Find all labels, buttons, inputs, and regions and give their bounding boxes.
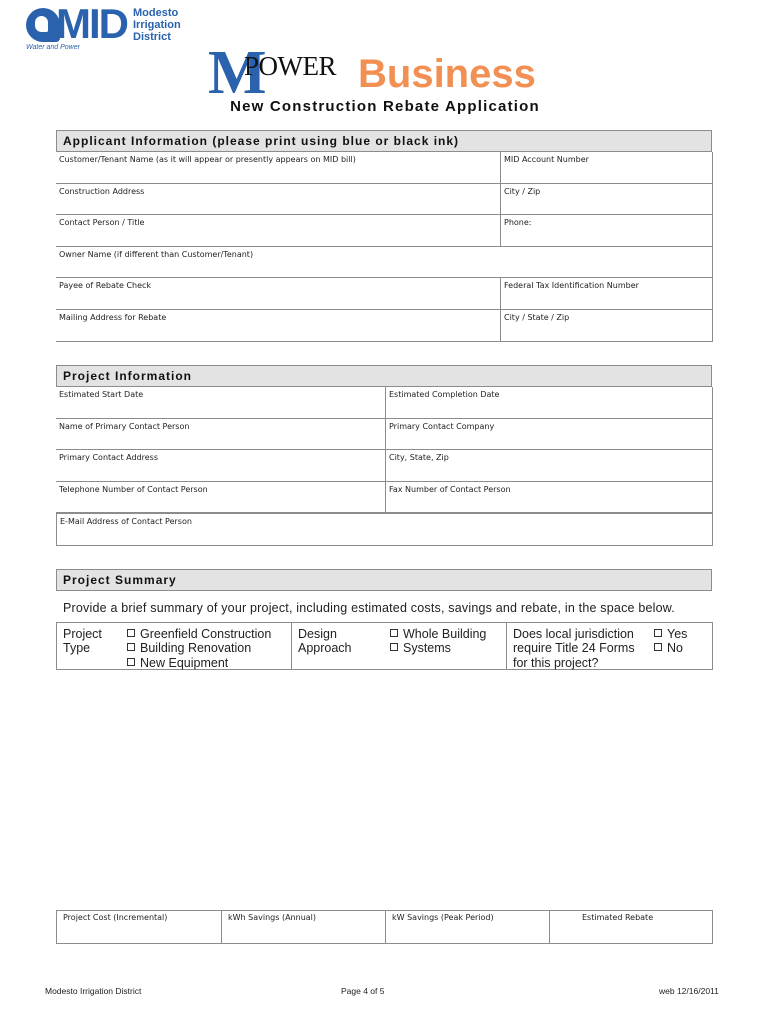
contact-telephone-field[interactable]: Telephone Number of Contact Person [59,484,208,494]
summary-section-header: Project Summary [56,569,712,591]
project-type-options [121,623,291,669]
summary-options-table [56,622,713,670]
primary-contact-name-field[interactable]: Name of Primary Contact Person [59,421,190,431]
form-row [56,513,713,546]
design-approach-label: Design Approach [291,623,384,669]
form-row [56,310,713,342]
project-cost-field[interactable]: Project Cost (Incremental) [63,913,168,922]
mid-logo [26,0,196,54]
primary-contact-company-field[interactable]: Primary Contact Company [385,419,713,450]
mpower-power-text: POWER [244,51,336,81]
payee-field[interactable]: Payee of Rebate Check [59,281,152,291]
project-type-label: Project Type [63,627,102,656]
applicant-form [56,152,713,342]
checkbox-renovation[interactable]: Building Renovation [127,641,285,655]
footer-version-date: web 12/16/2011 [659,986,719,996]
phone-field[interactable]: Phone: [500,215,713,246]
form-row [56,419,713,451]
contact-fax-field[interactable]: Fax Number of Contact Person [385,482,713,513]
mailing-address-field[interactable]: Mailing Address for Rebate [59,312,167,322]
applicant-section-header: Applicant Information (please print using blue or black ink) [56,130,712,152]
city-zip-field[interactable]: City / Zip [500,184,713,215]
title24-question: Does local jurisdiction require Title 24 Forms for this project? [506,623,648,669]
project-section-header: Project Information [56,365,712,387]
form-row [56,387,713,419]
checkbox-no[interactable]: No [654,641,706,655]
title24-options [648,623,712,669]
form-row [56,152,713,184]
kwh-savings-field[interactable]: kWh Savings (Annual) [221,911,385,943]
start-date-field[interactable]: Estimated Start Date [59,390,144,399]
checkbox-whole-building[interactable]: Whole Building [390,627,500,641]
customer-name-field[interactable]: Customer/Tenant Name (as it will appear or presently appears on MID bill) [59,155,356,164]
construction-address-field[interactable]: Construction Address [59,186,145,196]
footer-org: Modesto Irrigation District [45,986,142,996]
project-form [56,387,713,546]
mid-account-field[interactable]: MID Account Number [500,152,713,183]
owner-name-field[interactable]: Owner Name (if different than Customer/Tenant) [56,247,713,278]
form-row [56,215,713,247]
checkbox-icon[interactable] [390,629,398,637]
mid-org-name: Modesto Irrigation District [133,7,181,43]
footer-page-number: Page 4 of 5 [341,986,385,996]
contact-city-state-zip-field[interactable]: City, State, Zip [385,450,713,481]
checkbox-greenfield[interactable]: Greenfield Construction [127,627,285,641]
mailing-city-field[interactable]: City / State / Zip [500,310,713,341]
completion-date-field[interactable]: Estimated Completion Date [385,387,713,418]
checkbox-icon[interactable] [654,643,662,651]
checkbox-yes[interactable]: Yes [654,627,706,641]
form-row [56,278,713,310]
checkbox-icon[interactable] [654,629,662,637]
checkbox-new-equipment[interactable]: New Equipment [127,656,285,670]
form-row [56,247,713,279]
contact-email-field[interactable]: E-Mail Address of Contact Person [60,517,192,527]
contact-person-field[interactable]: Contact Person / Title [59,218,145,228]
primary-contact-address-field[interactable]: Primary Contact Address [59,453,158,463]
tax-id-field[interactable]: Federal Tax Identification Number [500,278,713,309]
mpower-m-icon: M [208,39,267,107]
checkbox-systems[interactable]: Systems [390,641,500,655]
form-row [56,450,713,482]
kw-savings-field[interactable]: kW Savings (Peak Period) [385,911,549,943]
design-approach-options [384,623,506,669]
estimated-rebate-field[interactable]: Estimated Rebate [549,911,712,943]
checkbox-icon[interactable] [127,643,135,651]
mid-logo-letters: MID [56,0,127,47]
checkbox-icon[interactable] [127,658,135,666]
checkbox-icon[interactable] [127,629,135,637]
document-title: New Construction Rebate Application [230,98,540,115]
mid-logo-icon [26,8,60,42]
checkbox-icon[interactable] [390,643,398,651]
cost-savings-row [56,910,713,944]
form-row [56,184,713,216]
mid-tagline: Water and Power [26,44,80,51]
form-row [56,482,713,514]
summary-instructions: Provide a brief summary of your project, including estimated costs, savings and rebate, in the space below. [63,601,675,615]
mpower-business-text: Business [358,52,536,96]
